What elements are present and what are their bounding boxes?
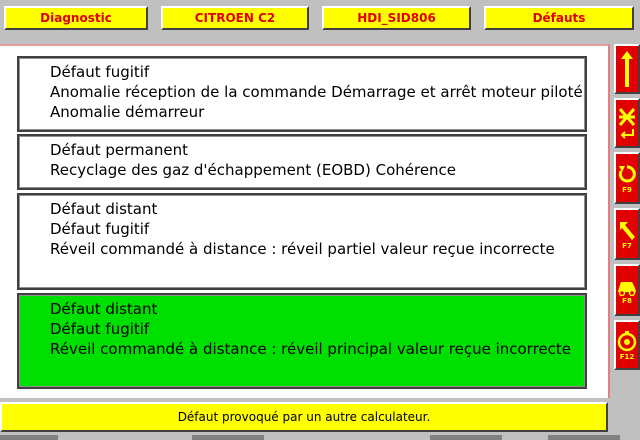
fault-item[interactable]	[17, 56, 587, 132]
tab-ecu[interactable]	[322, 6, 471, 30]
fault-item-selected[interactable]	[17, 293, 587, 389]
tab-faults[interactable]	[484, 6, 634, 30]
fault-line: Défaut fugitif	[50, 320, 150, 338]
bottom-button-edge	[0, 435, 58, 440]
fault-line: Défaut fugitif	[50, 63, 150, 81]
fault-line: Défaut permanent	[50, 141, 188, 159]
scroll-up-icon	[619, 49, 635, 89]
fault-line: Recyclage des gaz d'échappement (EOBD) Cohérence	[50, 161, 457, 179]
arrow-up-left-icon	[617, 219, 637, 241]
key-label: F7	[622, 241, 632, 250]
fault-item[interactable]	[17, 193, 587, 290]
vehicle-button[interactable]	[614, 264, 640, 316]
key-label: F8	[622, 296, 632, 305]
refresh-button[interactable]	[614, 152, 640, 204]
tab-label: Diagnostic	[40, 11, 112, 25]
key-label: F12	[619, 352, 635, 361]
cancel-return-icon	[617, 105, 637, 141]
fault-item[interactable]	[17, 134, 587, 190]
fault-line: Défaut distant	[50, 200, 158, 218]
fault-list-panel	[0, 44, 610, 398]
fault-line: Anomalie réception de la commande Démarrage et arrêt moteur piloté Anomalie démarreur	[50, 83, 583, 121]
tab-vehicle[interactable]	[161, 6, 309, 30]
scroll-up-button[interactable]	[614, 44, 640, 94]
tab-label: Défauts	[532, 11, 586, 25]
fault-line: Défaut distant	[50, 300, 158, 318]
tab-diagnostic[interactable]	[4, 6, 148, 30]
back-button[interactable]	[614, 208, 640, 260]
fault-line: Réveil commandé à distance : réveil principal valeur reçue incorrecte	[50, 340, 572, 358]
cancel-button[interactable]	[614, 98, 640, 148]
refresh-icon	[618, 163, 636, 185]
engine-icon	[616, 330, 638, 352]
key-label: F9	[622, 185, 632, 194]
status-bar	[0, 402, 608, 432]
status-text: Défaut provoqué par un autre calculateur.	[177, 410, 431, 424]
bottom-button-edge	[430, 435, 502, 440]
tab-label: CITROEN C2	[194, 11, 276, 25]
bottom-button-edge	[192, 435, 264, 440]
fault-line: Défaut fugitif	[50, 220, 150, 238]
bottom-button-edge	[548, 435, 620, 440]
fault-line: Réveil commandé à distance : réveil partiel valeur reçue incorrecte	[50, 240, 555, 258]
engine-button[interactable]	[614, 320, 640, 370]
car-icon	[616, 276, 638, 296]
tab-label: HDI_SID806	[357, 11, 436, 25]
